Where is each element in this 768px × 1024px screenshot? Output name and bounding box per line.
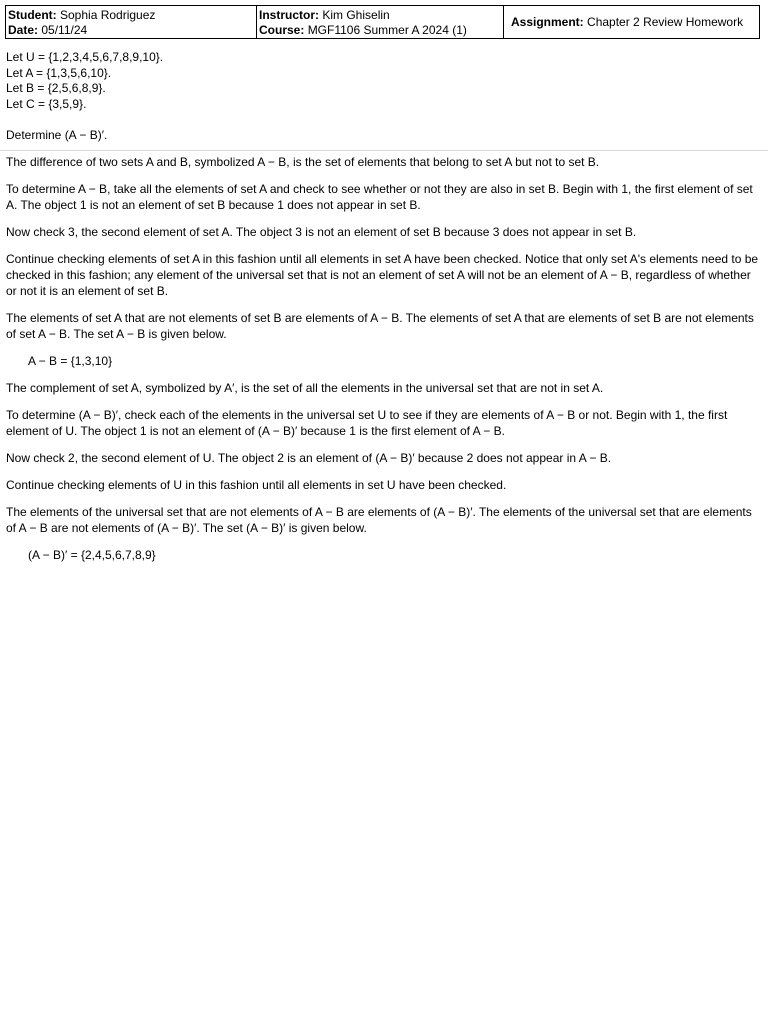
student-info bbox=[8, 8, 155, 38]
solution-paragraph: The difference of two sets A and B, symbolized A − B, is the set of elements that belong to set A but not to set B. bbox=[6, 155, 600, 169]
question-line: Let B = {2,5,6,8,9}. bbox=[6, 81, 106, 95]
instructor-label: Instructor: bbox=[259, 8, 319, 22]
question-line: Let A = {1,3,5,6,10}. bbox=[6, 65, 112, 80]
assignment-value: Chapter 2 Review Homework bbox=[587, 15, 744, 29]
assignment-row bbox=[511, 15, 743, 30]
solution-paragraph: The elements of the universal set that are not elements of A − B are elements of (A − B)′. The elements of the universal set that are elements of A − B are not elements of (A − B)′. The set (A − B)′ is given below. bbox=[6, 505, 752, 535]
student-name: Sophia Rodriguez bbox=[60, 8, 156, 22]
result-equation: A − B = {1,3,10} bbox=[28, 354, 113, 368]
assignment-info bbox=[511, 15, 743, 30]
date-row bbox=[8, 23, 155, 38]
student-row bbox=[8, 8, 155, 23]
date-label: Date: bbox=[8, 23, 39, 37]
solution-paragraph: Now check 2, the second element of U. The object 2 is an element of (A − B)′ because 2 does not appear in A − B. bbox=[6, 451, 612, 465]
instructor-row bbox=[259, 8, 467, 23]
question-prompt: Determine (A − B)′. bbox=[6, 127, 108, 142]
student-label: Student: bbox=[8, 8, 57, 22]
assignment-header bbox=[5, 5, 760, 39]
instructor-name: Kim Ghiselin bbox=[322, 8, 390, 22]
course-value: MGF1106 Summer A 2024 (1) bbox=[307, 23, 467, 37]
course-row bbox=[259, 23, 467, 38]
solution-paragraph: To determine A − B, take all the elements of set A and check to see whether or not they are also in set B. Begin with 1, the first element of set A. The object 1 is not an element of set B because 1 does not appear in set B. bbox=[6, 182, 753, 212]
solution-paragraph: Now check 3, the second element of set A. The object 3 is not an element of set B because 3 does not appear in set B. bbox=[6, 225, 637, 239]
solution-block bbox=[6, 154, 760, 574]
question-block bbox=[6, 50, 756, 143]
solution-paragraph: Continue checking elements of U in this fashion until all elements in set U have been checked. bbox=[6, 478, 507, 492]
course-label: Course: bbox=[259, 23, 305, 37]
solution-paragraph: Continue checking elements of set A in this fashion until all elements in set A have been checked. Notice that only set A's elements need to be checked in this fashion; any element of the universal set that is not an element of set A will not be an element of A − B, regardless of whether or not it is an element of set B. bbox=[6, 252, 759, 298]
date-value: 05/11/24 bbox=[41, 23, 88, 37]
question-line: Let C = {3,5,9}. bbox=[6, 96, 87, 111]
question-line: Let U = {1,2,3,4,5,6,7,8,9,10}. bbox=[6, 50, 164, 64]
solution-paragraph: The complement of set A, symbolized by A′, is the set of all the elements in the universal set that are not in set A. bbox=[6, 381, 604, 395]
final-answer-equation: (A − B)′ = {2,4,5,6,7,8,9} bbox=[28, 548, 156, 562]
course-info bbox=[259, 8, 467, 38]
section-divider bbox=[0, 150, 768, 151]
solution-paragraph: To determine (A − B)′, check each of the elements in the universal set U to see if they are elements of A − B or not. Begin with 1, the first element of U. The object 1 is not an element of (A − B)′ because 1 is the first element of A − B. bbox=[6, 408, 728, 438]
assignment-label: Assignment: bbox=[511, 15, 584, 29]
header-divider bbox=[503, 6, 504, 38]
solution-paragraph: The elements of set A that are not elements of set B are elements of A − B. The elements of set A that are elements of set B are not elements of set A − B. The set A − B is given below. bbox=[6, 311, 754, 341]
header-divider bbox=[256, 6, 257, 38]
